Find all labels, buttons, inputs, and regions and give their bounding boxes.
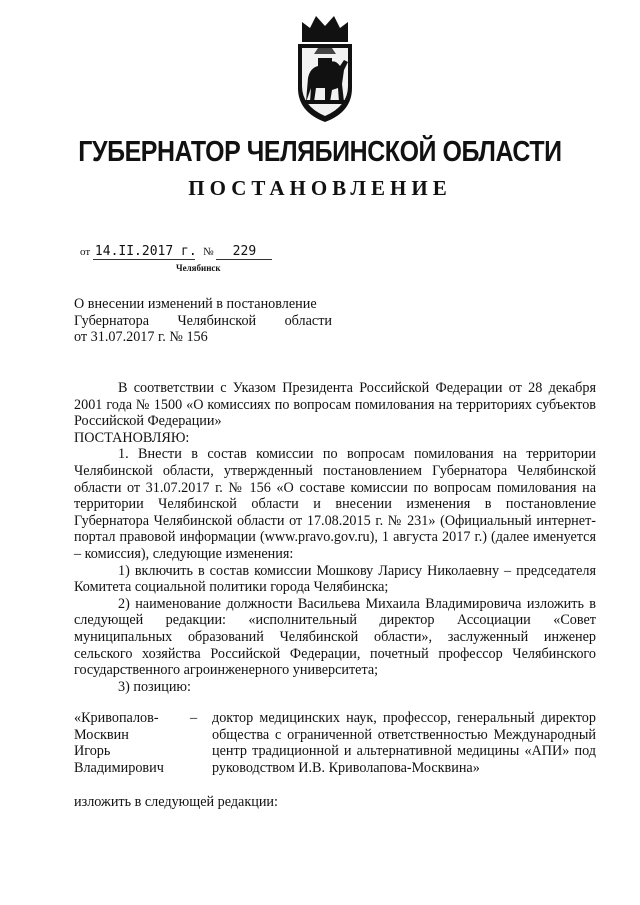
subitem-3-label: 3) позицию: — [118, 678, 191, 695]
city-label: Челябинск — [176, 263, 221, 273]
preamble-paragraph: В соответствии с Указом Президента Российской Федерации от 28 декабря 2001 года № 1500 «О комиссиях по вопросам помилования на территориях субъектов Российской Федерации» — [74, 380, 596, 430]
coat-of-arms-icon — [288, 14, 362, 126]
member-name-line: Игорь — [74, 743, 111, 760]
member-name-line: Владимирович — [74, 759, 164, 776]
governor-title: ГУБЕРНАТОР ЧЕЛЯБИНСКОЙ ОБЛАСТИ — [78, 136, 562, 168]
member-name — [74, 710, 194, 776]
subject-line: Губернатора Челябинской области — [74, 312, 332, 329]
date-prefix: от — [80, 246, 91, 258]
item-1-paragraph: 1. Внести в состав комиссии по вопросам помилования на территории Челябинской области, утвержденный постановлением Губернатора Челябинской области от 31.07.2017 г. № 156 «О составе комиссии по вопросам помилования на территории Челябинской области и внесении изменения в постановление Губернатора Челябинской области от 17.08.2015 г. № 231» (Официальный интернет-портал правовой информации (www.pravo.gov.ru), 1 августа 2017 г.) (далее именуется – комиссия), следующие изменения: — [74, 446, 596, 562]
document-date: 14.II.2017 г. — [94, 244, 197, 259]
document-body — [74, 380, 596, 695]
member-position: доктор медицинских наук, профессор, генеральный директор общества с ограниченной ответственностью Международный центр традиционной и альтернативной медицины «АПИ» под руководством И.В. Криволапова-Москвина» — [212, 710, 596, 776]
document-subject — [74, 296, 332, 346]
number-prefix: № — [203, 246, 214, 258]
member-name-line: Москвин — [74, 726, 129, 743]
subject-line: О внесении изменений в постановление — [74, 296, 317, 312]
resolution-word: ПОСТАНОВЛЯЮ: — [74, 429, 190, 446]
registration-line — [80, 244, 272, 260]
document-type: ПОСТАНОВЛЕНИЕ — [188, 176, 452, 200]
entry-dash: – — [190, 710, 198, 726]
subitem-2-paragraph: 2) наименование должности Васильева Михаила Владимировича изложить в следующей редакции: «исполнительный директор Ассоциации «Совет муниципальных образований Челябинской области», заслуженный инженер сельского хозяйства Российской Федерации, почетный профессор Челябинского государственного агроинженерного университета; — [74, 595, 596, 679]
document-number: 229 — [216, 244, 272, 260]
subitem-1-paragraph: 1) включить в состав комиссии Мошкову Ларису Николаевну – председателя Комитета социальной политики города Челябинска; — [74, 562, 596, 596]
closing-phrase: изложить в следующей редакции: — [74, 794, 278, 810]
subject-line: от 31.07.2017 г. № 156 — [74, 329, 208, 346]
member-name-line: «Кривопалов- — [74, 710, 159, 726]
